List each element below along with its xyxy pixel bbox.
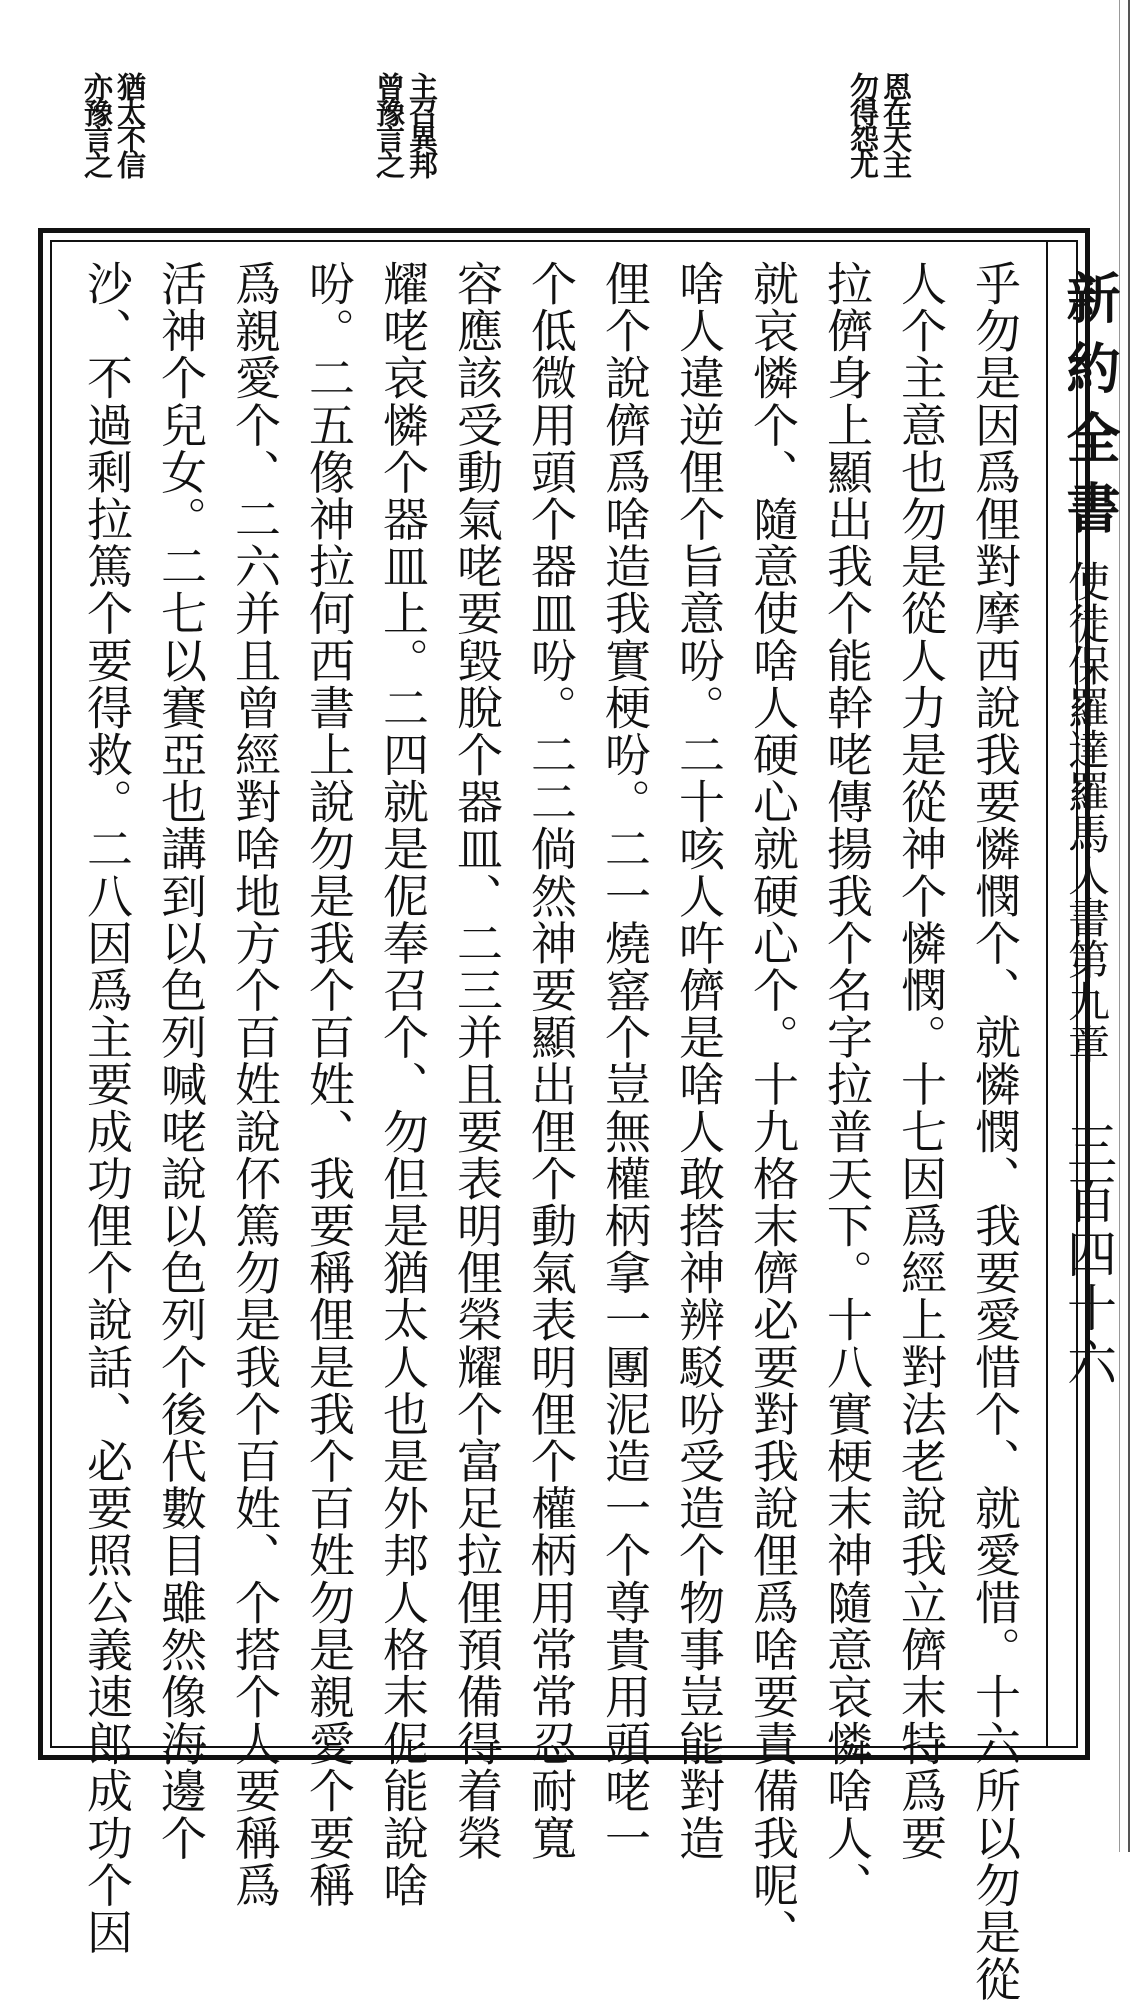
margin-note-grace: 恩在天主 勿得怨尤 bbox=[846, 72, 913, 176]
header-rule bbox=[1046, 240, 1048, 1748]
body-text bbox=[80, 260, 1034, 2003]
margin-note-gentiles: 主召異邦 曾豫言之 bbox=[372, 72, 439, 176]
margin-note-jews: 猶太不信 亦豫言之 bbox=[80, 72, 147, 176]
text-column: 乎勿是因爲俚對摩西說我要憐憫个、就憐憫、我要愛惜个、就愛惜。十六所以勿是從 bbox=[968, 260, 1022, 2003]
text-column: 容應該受動氣咾要毀脫个器皿、二三并且要表明俚榮耀个富足拉俚預備得着榮 bbox=[450, 260, 504, 1862]
text-column: 俚个說儕爲啥造我實梗吩。二一燒窰个豈無權柄拿一團泥造一个尊貴用頭咾一 bbox=[598, 260, 652, 1862]
page-number: 三百四十六 bbox=[1059, 1120, 1117, 1390]
text-column: 耀咾哀憐个器皿上。二四就是伲奉召个、勿但是猶太人也是外邦人格末伲能說啥 bbox=[376, 260, 430, 1909]
text-column: 就哀憐个、隨意使啥人硬心就硬心个。十九格末儕必要對我說俚爲啥要責備我呢、 bbox=[746, 260, 800, 1956]
text-column: 啥人違逆俚个旨意吩。二十咳人吘儕是啥人敢搭神辨駁吩受造个物事豈能對造 bbox=[672, 260, 726, 1862]
text-column: 活神个兒女。二七以賽亞也講到以色列喊咾說以色列个後代數目雖然像海邊个 bbox=[154, 260, 208, 1862]
text-column: 拉儕身上顯出我个能幹咾傳揚我个名字拉普天下。十八實梗末神隨意哀憐啥人、 bbox=[820, 260, 874, 1909]
text-column: 人个主意也勿是從人力是從神个憐憫。十七因爲經上對法老說我立儕末特爲要 bbox=[894, 260, 948, 1862]
text-column: 沙、不過剩拉篤个要得救。二八因爲主要成功俚个說話、必要照公義速郎成功个因 bbox=[80, 260, 134, 1956]
text-column: 吩。二五像神拉何西書上說勿是我个百姓、我要稱俚是我个百姓勿是親愛个要稱 bbox=[302, 260, 356, 1909]
text-column: 个低微用頭个器皿吩。二二倘然神要顯出俚个動氣表明俚个權柄用常常忍耐寬 bbox=[524, 260, 578, 1862]
text-column: 爲親愛个、二六并且曾經對啥地方个百姓說伓篤勿是我个百姓、个搭个人要稱爲 bbox=[228, 260, 282, 1909]
book-title: 新約全書 bbox=[1058, 270, 1122, 550]
chapter-title: 使徒保羅達羅馬人書第九章 bbox=[1062, 560, 1111, 1064]
